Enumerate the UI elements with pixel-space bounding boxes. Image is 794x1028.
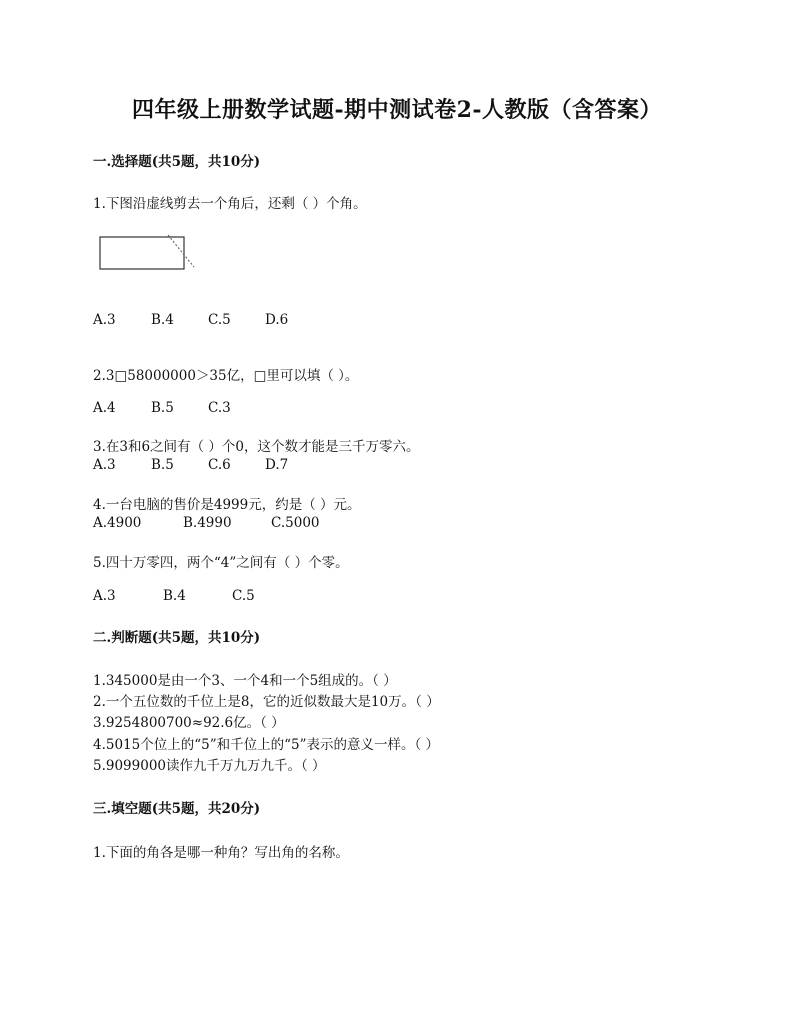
option-b[interactable]: B.4990	[183, 515, 232, 531]
option-c[interactable]: C.5	[208, 312, 231, 328]
page-title: 四年级上册数学试题-期中测试卷2-人教版（含答案）	[131, 97, 663, 123]
option-c[interactable]: C.5000	[271, 515, 320, 531]
judge-item-5: 5.9099000读作九千万九万九千。（ ）	[93, 758, 326, 774]
rectangle-cut-figure	[98, 233, 198, 273]
section-heading-choice: 一.选择题(共5题，共10分)	[93, 154, 261, 170]
fill-question-1-text: 1.下面的角各是哪一种角？写出角的名称。	[93, 845, 349, 861]
option-d[interactable]: D.6	[265, 312, 289, 328]
dashed-cut-line	[168, 235, 194, 267]
section-heading-fill: 三.填空题(共5题，共20分)	[93, 801, 261, 817]
option-c[interactable]: C.6	[208, 457, 231, 473]
judge-item-2: 2.一个五位数的千位上是8，它的近似数最大是10万。（ ）	[93, 694, 440, 710]
judge-item-3: 3.9254800700≈92.6亿。（ ）	[93, 715, 285, 731]
option-b[interactable]: B.5	[151, 457, 174, 473]
option-c[interactable]: C.3	[208, 400, 231, 416]
option-a[interactable]: A.3	[93, 588, 116, 604]
option-a[interactable]: A.3	[93, 312, 116, 328]
option-a[interactable]: A.4900	[93, 515, 142, 531]
judge-item-4: 4.5015个位上的“5”和千位上的“5”表示的意义一样。（ ）	[93, 737, 440, 753]
option-b[interactable]: B.4	[151, 312, 174, 328]
option-c[interactable]: C.5	[232, 588, 255, 604]
question-3-text: 3.在3和6之间有（ ）个0，这个数才能是三千万零六。	[93, 439, 420, 455]
question-2-text: 2.3□58000000＞35亿，□里可以填（ ）。	[93, 368, 359, 384]
option-d[interactable]: D.7	[265, 457, 289, 473]
question-5-text: 5.四十万零四，两个“4”之间有（ ）个零。	[93, 555, 349, 571]
judge-item-1: 1.345000是由一个3、一个4和一个5组成的。（ ）	[93, 673, 397, 689]
question-1-text: 1.下图沿虚线剪去一个角后，还剩（ ）个角。	[93, 196, 367, 212]
section-heading-judge: 二.判断题(共5题，共10分)	[93, 630, 261, 646]
option-a[interactable]: A.4	[93, 400, 116, 416]
option-a[interactable]: A.3	[93, 457, 116, 473]
option-b[interactable]: B.5	[151, 400, 174, 416]
rectangle-shape	[100, 237, 184, 269]
question-4-text: 4.一台电脑的售价是4999元，约是（ ）元。	[93, 497, 361, 513]
option-b[interactable]: B.4	[163, 588, 186, 604]
